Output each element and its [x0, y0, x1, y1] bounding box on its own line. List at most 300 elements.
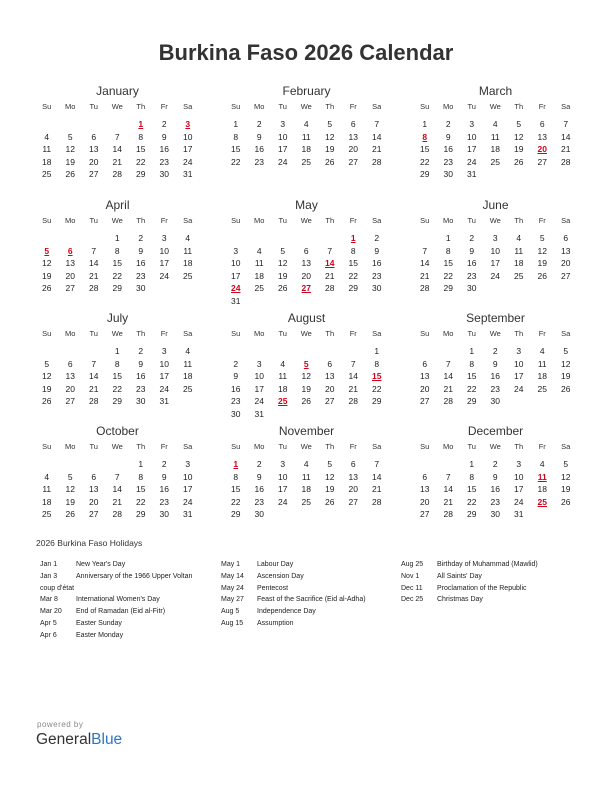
- day-cell: 15: [112, 371, 122, 381]
- day-cell: 27: [561, 270, 571, 281]
- day-cell: 3: [185, 459, 191, 469]
- day-cell: 10: [159, 358, 169, 369]
- day-cell: 26: [561, 383, 571, 394]
- month-october: [35, 423, 200, 521]
- empty-day-cell: [413, 345, 437, 358]
- weekday-header: Fr: [349, 329, 357, 338]
- day-cell: 11: [301, 471, 311, 482]
- weekday-header: Su: [420, 102, 430, 111]
- day-cell: 28: [112, 169, 122, 179]
- weekday-header: Su: [420, 329, 430, 338]
- day-cell: 15: [467, 484, 477, 494]
- day-cell: 21: [325, 270, 335, 281]
- brand-text-blue: Blue: [91, 731, 123, 748]
- month-december: [413, 423, 578, 521]
- holiday-date: Aug 25: [401, 561, 424, 568]
- holiday-name: Easter Sunday: [76, 619, 122, 627]
- day-cell: 28: [443, 509, 453, 519]
- holiday-date: Apr 5: [40, 619, 57, 627]
- day-cell: 3: [280, 119, 286, 129]
- day-cell: 29: [420, 169, 430, 179]
- month-days-grid: [224, 327, 389, 420]
- empty-day-cell: [106, 458, 130, 471]
- day-cell: 17: [490, 258, 500, 268]
- day-cell: 13: [89, 144, 99, 154]
- day-cell: 21: [89, 383, 99, 394]
- day-cell: 11: [183, 245, 193, 256]
- day-cell: 19: [42, 383, 52, 394]
- holiday-day-cell: 8: [422, 131, 428, 142]
- weekday-header: Sa: [183, 216, 193, 225]
- weekday-header: Mo: [65, 442, 76, 451]
- month-days-grid: [35, 327, 200, 408]
- day-cell: 4: [185, 233, 191, 243]
- day-cell: 16: [254, 144, 264, 154]
- day-cell: 9: [492, 471, 498, 482]
- day-cell: 6: [350, 459, 356, 469]
- day-cell: 15: [443, 258, 453, 268]
- weekday-header: Su: [231, 329, 241, 338]
- weekday-header: Sa: [183, 442, 193, 451]
- day-cell: 3: [161, 233, 167, 243]
- month-name: April: [105, 198, 130, 212]
- holiday-name: All Saints' Day: [437, 572, 482, 580]
- holidays-title: 2026 Burkina Faso Holidays: [36, 538, 143, 548]
- day-cell: 8: [114, 245, 120, 256]
- day-cell: 16: [490, 371, 500, 381]
- day-cell: 20: [561, 258, 571, 268]
- holiday-row: [40, 559, 192, 571]
- day-cell: 29: [231, 509, 241, 519]
- day-cell: 2: [492, 459, 498, 469]
- day-cell: 19: [42, 270, 52, 281]
- day-cell: 25: [183, 383, 193, 394]
- day-cell: 1: [469, 459, 475, 469]
- day-cell: 15: [231, 484, 241, 494]
- month-name: October: [96, 424, 139, 438]
- holiday-row: [40, 618, 192, 630]
- weekday-header: Mo: [65, 102, 76, 111]
- day-cell: 27: [65, 396, 75, 406]
- day-cell: 20: [348, 144, 358, 154]
- empty-day-cell: [59, 118, 83, 131]
- weekday-header: We: [300, 216, 312, 225]
- holiday-date: Dec 25: [401, 596, 424, 604]
- day-cell: 20: [65, 270, 75, 281]
- weekday-header: Sa: [372, 102, 382, 111]
- day-cell: 15: [420, 144, 430, 154]
- day-cell: 2: [138, 233, 144, 243]
- weekday-header: Th: [325, 442, 335, 451]
- day-cell: 4: [303, 119, 309, 129]
- weekday-header: Th: [136, 329, 146, 338]
- day-cell: 17: [254, 383, 264, 394]
- day-cell: 9: [161, 471, 167, 482]
- day-cell: 5: [280, 245, 286, 256]
- day-cell: 19: [514, 144, 524, 154]
- weekday-header: Sa: [561, 216, 571, 225]
- holiday-name: Pentecost: [257, 584, 289, 592]
- day-cell: 26: [65, 169, 75, 179]
- day-cell: 31: [159, 396, 169, 406]
- day-cell: 12: [325, 471, 335, 482]
- day-cell: 28: [348, 396, 358, 406]
- weekday-header: Th: [136, 102, 146, 111]
- holiday-row: [40, 606, 192, 618]
- day-cell: 23: [372, 270, 382, 281]
- holiday-day-cell: 3: [185, 119, 191, 129]
- month-name: September: [466, 311, 525, 325]
- day-cell: 18: [254, 270, 264, 281]
- day-cell: 18: [537, 371, 547, 381]
- holiday-row: [401, 583, 538, 595]
- day-cell: 25: [42, 509, 52, 519]
- month-february: [224, 83, 389, 168]
- day-cell: 31: [254, 408, 264, 419]
- day-cell: 15: [231, 144, 241, 154]
- day-cell: 7: [350, 358, 356, 369]
- day-cell: 5: [44, 358, 50, 369]
- day-cell: 23: [231, 396, 241, 406]
- day-cell: 21: [561, 144, 571, 154]
- day-cell: 18: [537, 484, 547, 494]
- holidays-column: [401, 559, 538, 606]
- day-cell: 6: [327, 358, 333, 369]
- weekday-header: Su: [42, 216, 52, 225]
- holiday-date: May 14: [221, 572, 244, 580]
- day-cell: 8: [233, 471, 239, 482]
- empty-day-cell: [82, 458, 106, 471]
- day-cell: 6: [422, 471, 428, 482]
- day-cell: 2: [374, 233, 380, 243]
- day-cell: 12: [42, 258, 52, 268]
- holiday-name: Anniversary of the 1966 Upper Voltan: [76, 572, 193, 580]
- month-name: February: [282, 84, 331, 98]
- weekday-header: We: [489, 216, 501, 225]
- day-cell: 17: [231, 270, 241, 281]
- day-cell: 9: [161, 131, 167, 142]
- day-cell: 16: [159, 484, 169, 494]
- weekday-header: Fr: [349, 442, 357, 451]
- day-cell: 13: [537, 131, 547, 142]
- day-cell: 18: [42, 496, 52, 507]
- empty-day-cell: [342, 345, 366, 358]
- day-cell: 8: [469, 471, 475, 482]
- day-cell: 24: [278, 496, 288, 507]
- empty-day-cell: [295, 345, 319, 358]
- day-cell: 12: [561, 358, 571, 369]
- weekday-header: Tu: [278, 216, 287, 225]
- day-cell: 3: [469, 119, 475, 129]
- day-cell: 21: [112, 496, 122, 507]
- weekday-header: Tu: [278, 102, 287, 111]
- weekday-header: Mo: [254, 442, 265, 451]
- weekday-header: Fr: [538, 102, 546, 111]
- day-cell: 18: [183, 371, 193, 381]
- weekday-header: Mo: [443, 329, 454, 338]
- day-cell: 31: [467, 169, 477, 179]
- day-cell: 10: [231, 258, 241, 268]
- day-cell: 24: [467, 156, 477, 167]
- day-cell: 24: [254, 396, 264, 406]
- day-cell: 18: [278, 383, 288, 394]
- day-cell: 8: [350, 245, 356, 256]
- weekday-header: We: [300, 329, 312, 338]
- weekday-header: We: [111, 102, 123, 111]
- day-cell: 19: [65, 496, 75, 507]
- day-cell: 22: [231, 496, 241, 507]
- day-cell: 30: [136, 396, 146, 406]
- holiday-date: Mar 20: [40, 608, 62, 616]
- weekday-header: Su: [420, 216, 430, 225]
- empty-day-cell: [248, 345, 272, 358]
- day-cell: 13: [561, 245, 571, 256]
- weekday-header: Su: [42, 442, 52, 451]
- day-cell: 11: [42, 484, 52, 494]
- day-cell: 17: [514, 484, 524, 494]
- month-days-grid: [35, 440, 200, 521]
- month-march: [413, 83, 578, 181]
- holiday-day-cell: 1: [350, 233, 356, 243]
- weekday-header: Fr: [349, 216, 357, 225]
- day-cell: 16: [254, 484, 264, 494]
- empty-day-cell: [82, 232, 106, 245]
- day-cell: 21: [420, 270, 430, 281]
- empty-day-cell: [224, 232, 248, 245]
- holiday-name: Assumption: [257, 619, 294, 627]
- weekday-header: Sa: [561, 102, 571, 111]
- day-cell: 7: [114, 131, 120, 142]
- day-cell: 23: [254, 156, 264, 167]
- day-cell: 28: [89, 283, 99, 293]
- weekday-header: We: [489, 102, 501, 111]
- day-cell: 7: [91, 358, 97, 369]
- weekday-header: Su: [231, 442, 241, 451]
- day-cell: 17: [278, 484, 288, 494]
- day-cell: 25: [490, 156, 500, 167]
- day-cell: 27: [348, 156, 358, 167]
- weekday-header: We: [111, 442, 123, 451]
- day-cell: 20: [89, 156, 99, 167]
- holidays-column: [221, 559, 366, 630]
- day-cell: 3: [161, 346, 167, 356]
- day-cell: 20: [420, 383, 430, 394]
- day-cell: 21: [372, 484, 382, 494]
- day-cell: 6: [91, 131, 97, 142]
- empty-day-cell: [295, 232, 319, 245]
- holiday-name: Ascension Day: [257, 572, 304, 580]
- day-cell: 27: [420, 396, 430, 406]
- day-cell: 19: [301, 383, 311, 394]
- day-cell: 27: [348, 496, 358, 507]
- day-cell: 20: [89, 496, 99, 507]
- day-cell: 4: [185, 346, 191, 356]
- day-cell: 30: [136, 283, 146, 293]
- day-cell: 12: [65, 484, 75, 494]
- day-cell: 6: [350, 119, 356, 129]
- day-cell: 7: [114, 471, 120, 482]
- month-days-grid: [413, 100, 578, 181]
- holiday-row: [221, 571, 366, 583]
- day-cell: 18: [183, 258, 193, 268]
- weekday-header: Su: [420, 442, 430, 451]
- holiday-name: Christmas Day: [437, 596, 483, 604]
- day-cell: 28: [420, 283, 430, 293]
- holiday-date: May 24: [221, 584, 244, 592]
- weekday-header: Su: [42, 329, 52, 338]
- day-cell: 15: [348, 258, 358, 268]
- empty-day-cell: [248, 232, 272, 245]
- day-cell: 26: [325, 496, 335, 507]
- day-cell: 16: [136, 371, 146, 381]
- holiday-date: Mar 8: [40, 596, 58, 604]
- month-name: June: [482, 198, 509, 212]
- day-cell: 6: [539, 119, 545, 129]
- holiday-date: Aug 15: [221, 619, 244, 627]
- day-cell: 31: [514, 509, 524, 519]
- weekday-header: Fr: [160, 216, 168, 225]
- day-cell: 13: [301, 258, 311, 268]
- day-cell: 26: [65, 509, 75, 519]
- holiday-date: Aug 5: [221, 608, 240, 616]
- day-cell: 4: [539, 459, 545, 469]
- weekday-header: Fr: [349, 102, 357, 111]
- weekday-header: Mo: [443, 216, 454, 225]
- day-cell: 8: [233, 131, 239, 142]
- day-cell: 17: [514, 371, 524, 381]
- holidays-column: [40, 559, 192, 642]
- holiday-name: End of Ramadan (Eid al-Fitr): [76, 608, 166, 616]
- day-cell: 22: [420, 156, 430, 167]
- day-cell: 31: [231, 295, 241, 306]
- day-cell: 9: [233, 371, 239, 381]
- day-cell: 29: [136, 509, 146, 519]
- day-cell: 10: [254, 371, 264, 381]
- day-cell: 29: [112, 283, 122, 293]
- day-cell: 26: [301, 396, 311, 406]
- day-cell: 16: [136, 258, 146, 268]
- empty-day-cell: [271, 232, 295, 245]
- day-cell: 22: [136, 496, 146, 507]
- day-cell: 24: [159, 270, 169, 281]
- day-cell: 5: [327, 119, 333, 129]
- weekday-header: Th: [514, 216, 524, 225]
- day-cell: 9: [138, 245, 144, 256]
- day-cell: 5: [327, 459, 333, 469]
- day-cell: 23: [136, 383, 146, 394]
- holiday-name-continued: coup d'état: [40, 584, 75, 592]
- day-cell: 23: [490, 496, 500, 507]
- empty-day-cell: [35, 232, 59, 245]
- day-cell: 25: [254, 283, 264, 293]
- month-september: [413, 310, 578, 408]
- weekday-header: Th: [136, 216, 146, 225]
- weekday-header: Tu: [278, 329, 287, 338]
- day-cell: 24: [159, 383, 169, 394]
- day-cell: 21: [112, 156, 122, 167]
- day-cell: 19: [561, 371, 571, 381]
- day-cell: 18: [301, 484, 311, 494]
- day-cell: 23: [159, 496, 169, 507]
- empty-day-cell: [437, 458, 461, 471]
- day-cell: 1: [233, 119, 239, 129]
- empty-day-cell: [437, 345, 461, 358]
- holiday-row: [401, 594, 538, 606]
- day-cell: 25: [514, 270, 524, 281]
- day-cell: 1: [374, 346, 380, 356]
- weekday-header: Sa: [561, 329, 571, 338]
- day-cell: 27: [65, 283, 75, 293]
- day-cell: 26: [325, 156, 335, 167]
- holiday-day-cell: 5: [303, 358, 309, 369]
- day-cell: 24: [183, 496, 193, 507]
- weekday-header: Sa: [183, 329, 193, 338]
- day-cell: 7: [445, 471, 451, 482]
- holiday-day-cell: 11: [537, 471, 547, 482]
- day-cell: 22: [372, 383, 382, 394]
- day-cell: 14: [348, 371, 358, 381]
- day-cell: 22: [467, 496, 477, 507]
- weekday-header: Tu: [89, 442, 98, 451]
- day-cell: 20: [420, 496, 430, 507]
- month-january: [35, 83, 200, 181]
- day-cell: 9: [256, 471, 262, 482]
- day-cell: 16: [467, 258, 477, 268]
- day-cell: 26: [42, 396, 52, 406]
- brand-text-general: General: [36, 731, 92, 748]
- day-cell: 15: [467, 371, 477, 381]
- weekday-header: We: [489, 442, 501, 451]
- holiday-day-cell: 6: [67, 245, 73, 256]
- empty-day-cell: [413, 232, 437, 245]
- day-cell: 10: [467, 131, 477, 142]
- day-cell: 3: [256, 358, 262, 369]
- day-cell: 5: [67, 471, 73, 482]
- day-cell: 2: [233, 358, 239, 369]
- weekday-header: Tu: [467, 442, 476, 451]
- day-cell: 7: [327, 245, 333, 256]
- weekday-header: Tu: [467, 216, 476, 225]
- day-cell: 22: [348, 270, 358, 281]
- month-june: [413, 197, 578, 295]
- day-cell: 13: [348, 471, 358, 482]
- month-name: July: [106, 311, 129, 325]
- day-cell: 30: [372, 283, 382, 293]
- day-cell: 23: [159, 156, 169, 167]
- day-cell: 19: [65, 156, 75, 167]
- month-name: December: [467, 424, 524, 438]
- day-cell: 8: [114, 358, 120, 369]
- day-cell: 4: [303, 459, 309, 469]
- weekday-header: Mo: [254, 329, 265, 338]
- holiday-row: [40, 571, 192, 583]
- day-cell: 1: [422, 119, 428, 129]
- day-cell: 30: [490, 396, 500, 406]
- empty-day-cell: [224, 345, 248, 358]
- empty-day-cell: [318, 345, 342, 358]
- holiday-day-cell: 1: [233, 459, 239, 469]
- powered-by-text: powered by: [37, 720, 84, 729]
- month-days-grid: [224, 440, 389, 521]
- day-cell: 21: [348, 383, 358, 394]
- day-cell: 20: [325, 383, 335, 394]
- day-cell: 5: [67, 131, 73, 142]
- day-cell: 8: [138, 131, 144, 142]
- weekday-header: Mo: [254, 216, 265, 225]
- day-cell: 28: [372, 156, 382, 167]
- weekday-header: Tu: [467, 102, 476, 111]
- holiday-row: [221, 618, 366, 630]
